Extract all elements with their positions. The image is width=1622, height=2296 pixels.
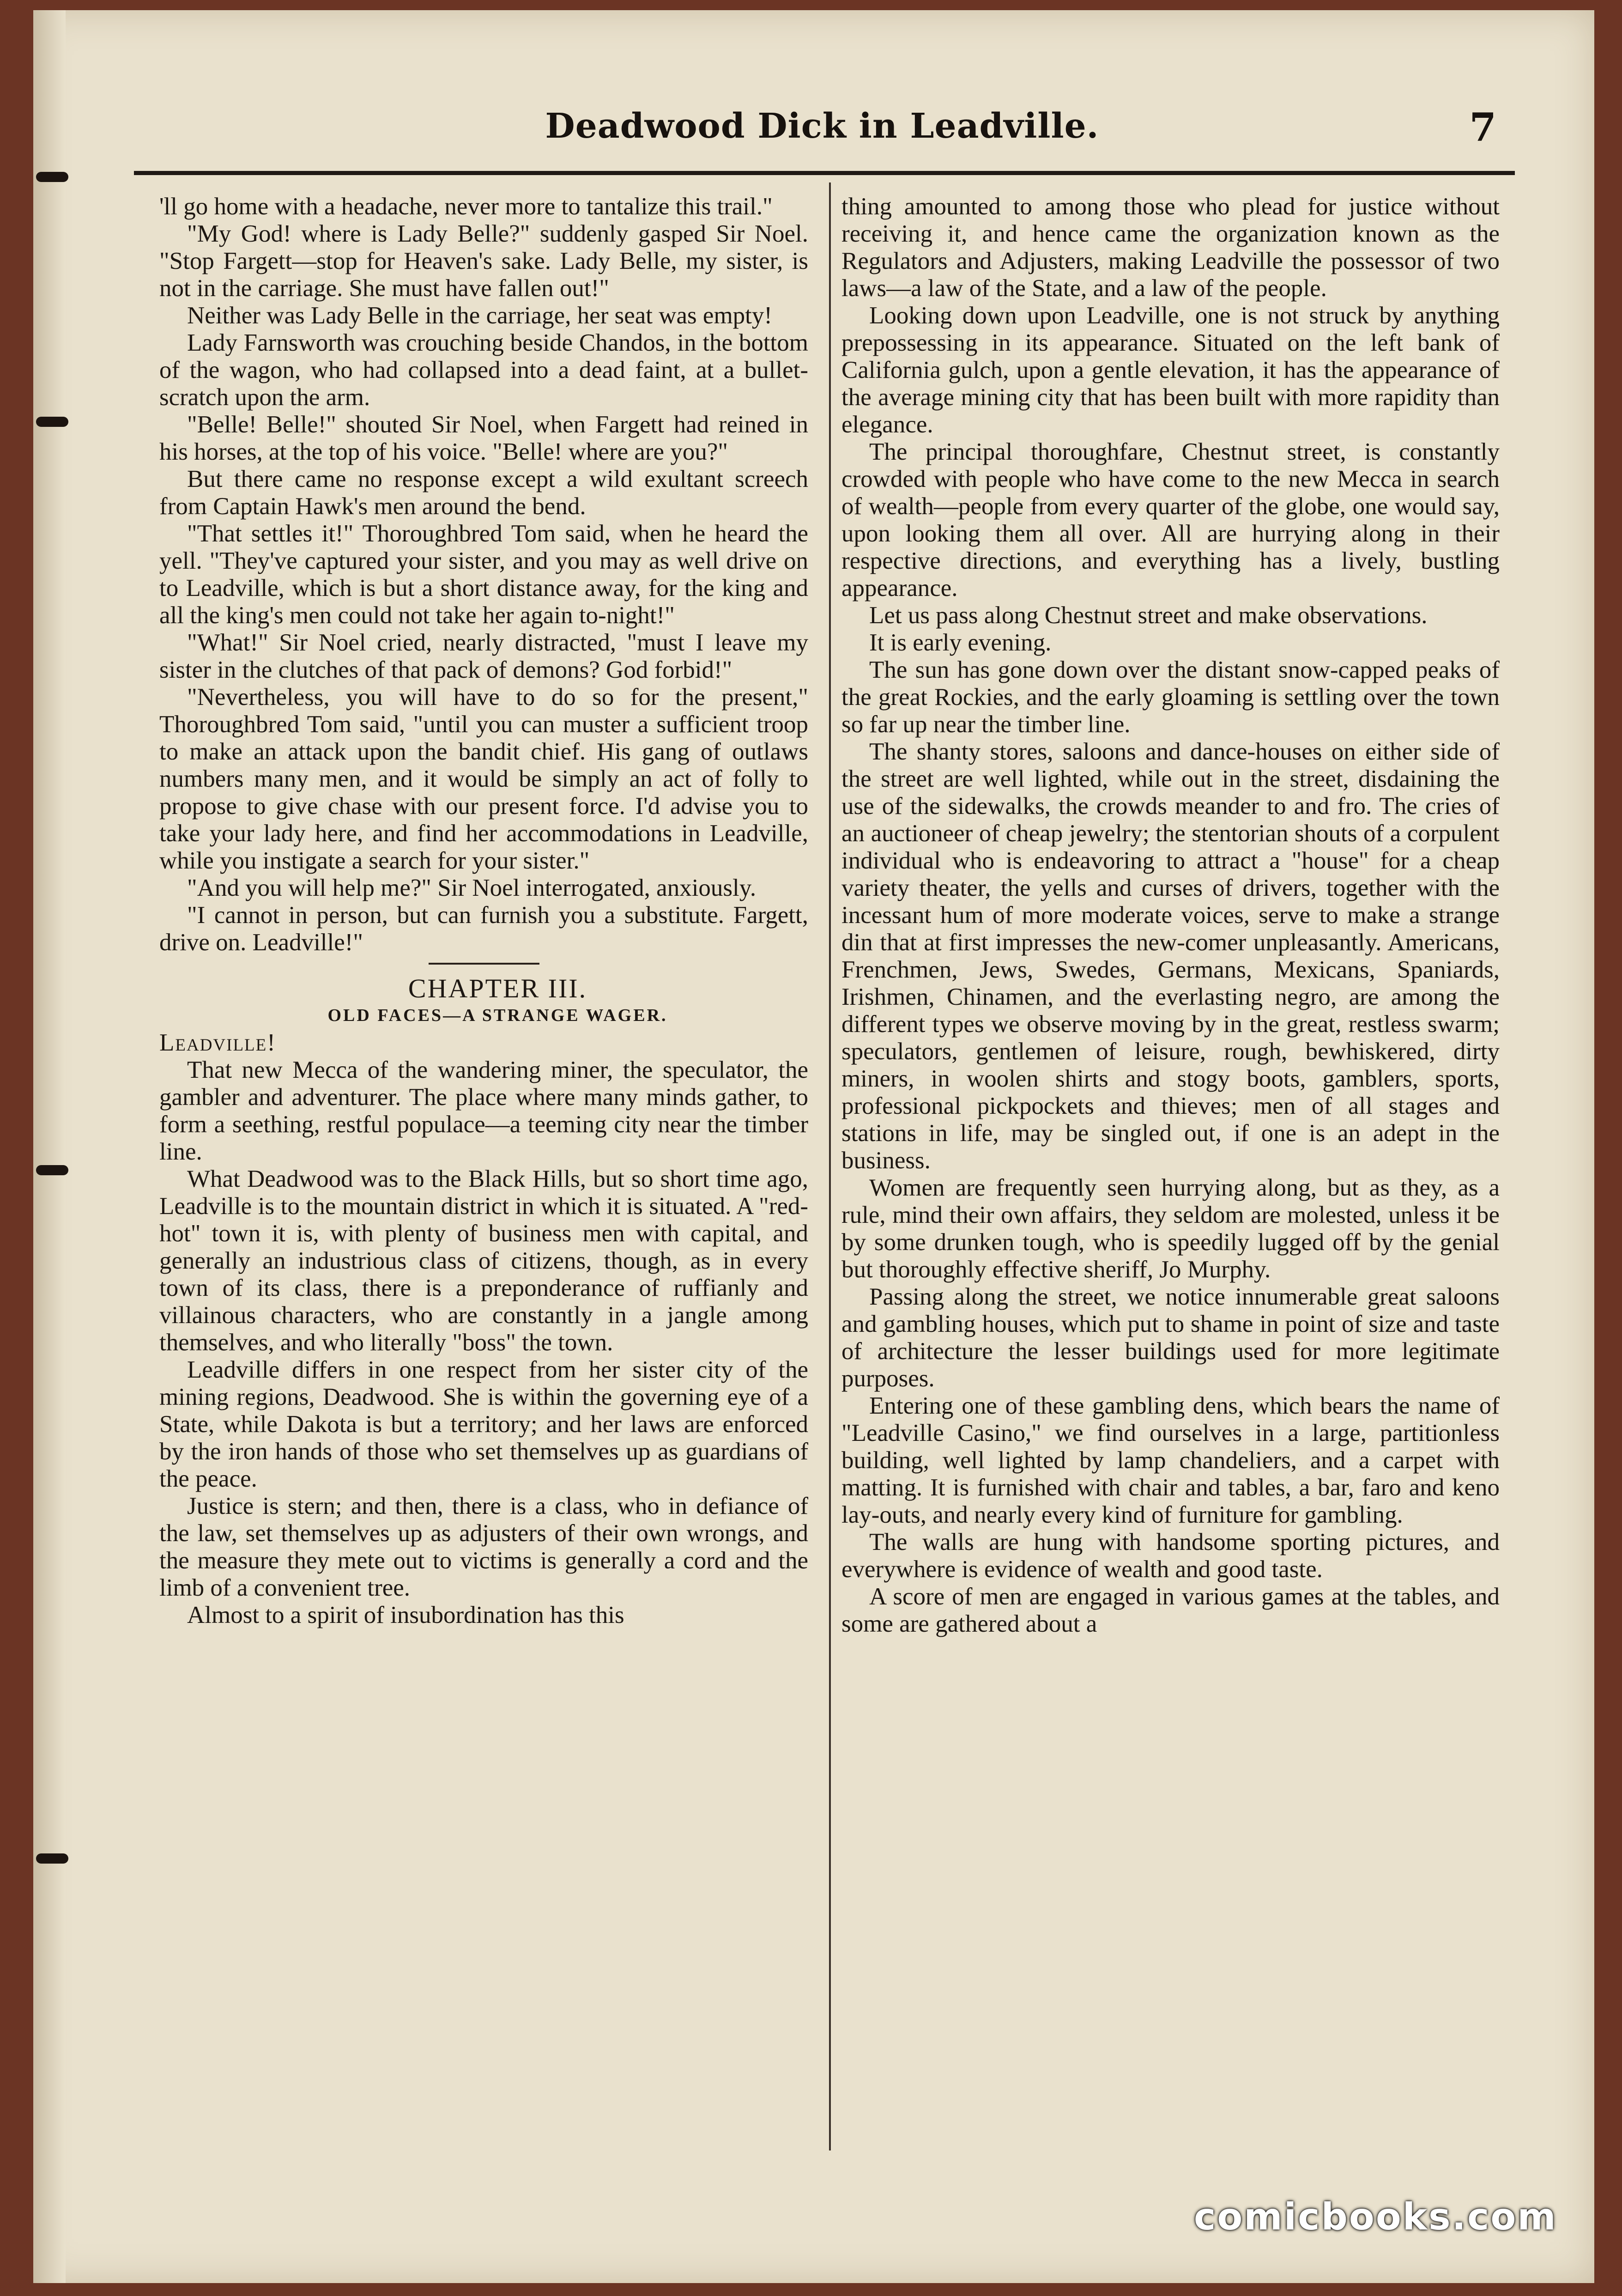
paragraph: But there came no response except a wild exultant screech from Captain Hawk's men around the bend. — [159, 466, 808, 520]
paragraph: "Belle! Belle!" shouted Sir Noel, when Fargett had reined in his horses, at the top of his voice. "Belle! where are you?" — [159, 411, 808, 465]
paragraph: What Deadwood was to the Black Hills, but so short time ago, Leadville is to the mountain district in which it is situated. A "red-hot" town it is, with plenty of business men with capital, and generally an industrious class of citizens, though, as in every town of its class, there is a preponderance of ruffianly and villainous characters, who are constantly in a jangle among themselves, and who literally "boss" the town. — [159, 1166, 808, 1356]
chapter-lead: Leadville! — [159, 1029, 276, 1056]
paragraph: The principal thoroughfare, Chestnut street, is constantly crowded with people who have come to the new Mecca in search of wealth—people from every quarter of the globe, one would say, upon looking them all over. All are hurrying along in their respective directions, and everything has a lively, bustling appearance. — [841, 438, 1500, 601]
paragraph: Passing along the street, we notice innumerable great saloons and gambling houses, which put to shame in point of size and taste of architecture the lesser buildings used for more legitimate purposes. — [841, 1283, 1500, 1392]
paragraph: Lady Farnsworth was crouching beside Chandos, in the bottom of the wagon, who had collapsed into a dead faint, at a bullet-scratch upon the arm. — [159, 329, 808, 411]
binding-stitch — [36, 1853, 68, 1864]
page-header — [134, 106, 1510, 162]
watermark: comicbooks.com — [1194, 2195, 1557, 2238]
page-number: 7 — [1469, 104, 1496, 150]
binding-stitch — [36, 417, 68, 427]
paragraph: Entering one of these gambling dens, which bears the name of "Leadville Casino," we find ourselves in a large, partitionless building, well lighted by lamp chandeliers, and a carpet with matting. It is furnished with chair and tables, a bar, faro and keno lay-outs, and nearly every kind of furniture for gambling. — [841, 1392, 1500, 1528]
paragraph: That new Mecca of the wandering miner, the speculator, the gambler and adventurer. The place where many minds gather, to form a seething, restful populace—a teeming city near the timber line. — [159, 1057, 808, 1165]
running-title: Deadwood Dick in Leadville. — [545, 106, 1099, 146]
binding-stitch — [36, 1165, 68, 1175]
paragraph: "I cannot in person, but can furnish you a substitute. Fargett, drive on. Leadville!" — [159, 902, 808, 956]
paragraph: The sun has gone down over the distant snow-capped peaks of the great Rockies, and the early gloaming is settling over the town so far up near the timber line. — [841, 656, 1500, 738]
paragraph: The shanty stores, saloons and dance-houses on either side of the street are well lighted, while out in the street, disdaining the use of the sidewalks, the crowds meander to and fro. The cries of an auctioneer of cheap jewelry; the stentorian shouts of a corpulent individual who is endeavoring to attract a "house" for a cheap variety theater, the yells and curses of drivers, together with the incessant hum of more moderate voices, serve to make a strange din that at first impresses the new-comer unpleasantly. Americans, Frenchmen, Jews, Swedes, Germans, Mexicans, Spaniards, Irishmen, Chinamen, and the everlasting negro, are among the different types we observe moving by in the great, restless swarm; speculators, gentlemen of leisure, rough, bewhiskered, dirty miners, in woolen shirts and stogy boots, gamblers, sports, professional pickpockets and thieves; men of all stages and stations in life, may be singled out, if one is an adept in the business. — [841, 738, 1500, 1174]
right-column — [841, 193, 1500, 2156]
section-rule — [429, 963, 539, 965]
column-divider — [829, 182, 831, 2150]
paragraph: Neither was Lady Belle in the carriage, her seat was empty! — [187, 302, 773, 329]
paragraph: "What!" Sir Noel cried, nearly distracted, "must I leave my sister in the clutches of that pack of demons? God forbid!" — [159, 629, 808, 683]
paragraph: "Nevertheless, you will have to do so for the present," Thoroughbred Tom said, "until you can muster a sufficient troop to make an attack upon the bandit chief. His gang of outlaws numbers many men, and it would be simply an act of folly to propose to give chase with our present force. I'd advise you to take your lady here, and find her accommodations in Leadville, while you instigate a search for your sister." — [159, 684, 808, 874]
paragraph: thing amounted to among those who plead for justice without receiving it, and hence came the organization known as the Regulators and Adjusters, making Leadville the possessor of two laws—a law of the State, and a law of the people. — [841, 193, 1500, 302]
paragraph: "My God! where is Lady Belle?" suddenly gasped Sir Noel. "Stop Fargett—stop for Heaven's sake. Lady Belle, my sister, is not in the carriage. She must have fallen out!" — [159, 220, 808, 302]
paragraph: Justice is stern; and then, there is a class, who in defiance of the law, set themselves up as adjusters of their own wrongs, and the measure they mete out to victims is generally a cord and the limb of a convenient tree. — [159, 1493, 808, 1601]
header-rule — [134, 171, 1515, 175]
paragraph: Looking down upon Leadville, one is not struck by anything prepossessing in its appearance. Situated on the left bank of California gulch, upon a gentle elevation, it has the appearance of the average mining city that has been built with more rapidity than elegance. — [841, 302, 1500, 438]
chapter-subtitle: OLD FACES—A STRANGE WAGER. — [327, 1006, 668, 1025]
left-column — [159, 193, 808, 2156]
binding-gutter — [33, 10, 66, 2283]
paragraph: "That settles it!" Thoroughbred Tom said, when he heard the yell. "They've captured your sister, and you may as well drive on to Leadville, which is but a short distance away, for the king and all the king's men could not take her again to-night!" — [159, 520, 808, 629]
paragraph: Almost to a spirit of insubordination has this — [187, 1602, 624, 1628]
paragraph: It is early evening. — [869, 629, 1052, 656]
paragraph: 'll go home with a headache, never more to tantalize this trail." — [159, 193, 773, 220]
paragraph: Leadville differs in one respect from her sister city of the mining regions, Deadwood. She is within the governing eye of a State, while Dakota is but a territory; and her laws are enforced by the iron hands of those who set themselves up as guardians of the peace. — [159, 1356, 808, 1492]
chapter-title: CHAPTER III. — [408, 973, 587, 1003]
paragraph: Women are frequently seen hurrying along, but as they, as a rule, mind their own affairs, they seldom are molested, unless it be by some drunken tough, who is speedily lugged off by the genial but thoroughly effective sheriff, Jo Murphy. — [841, 1174, 1500, 1283]
paragraph: A score of men are engaged in various games at the tables, and some are gathered about a — [841, 1583, 1500, 1637]
binding-stitch — [36, 172, 68, 182]
paragraph: "And you will help me?" Sir Noel interrogated, anxiously. — [187, 875, 757, 901]
paragraph: Let us pass along Chestnut street and make observations. — [869, 602, 1428, 629]
paragraph: The walls are hung with handsome sporting pictures, and everywhere is evidence of wealth and good taste. — [841, 1529, 1500, 1583]
